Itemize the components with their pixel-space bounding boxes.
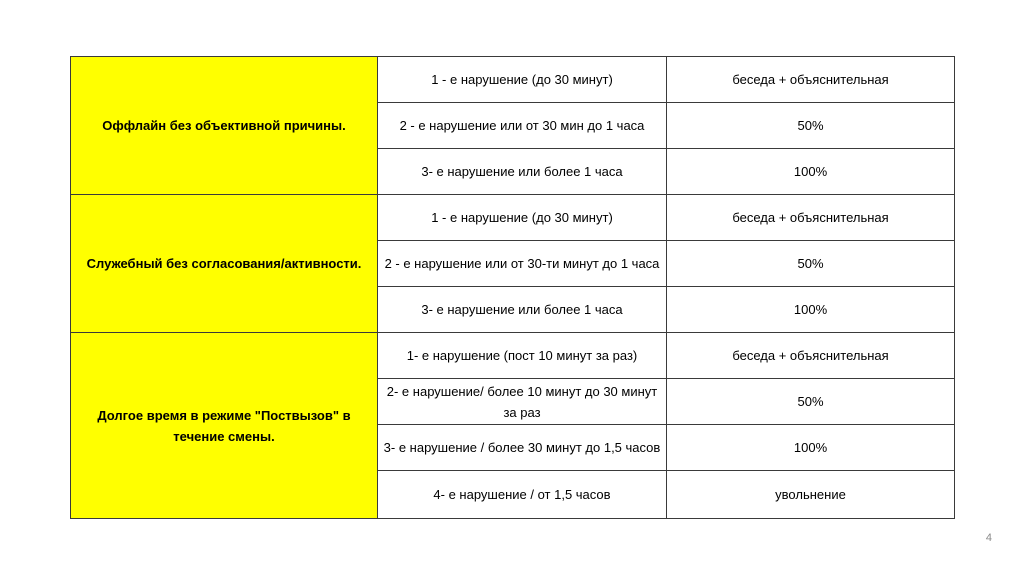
penalty-cell: 50%	[667, 379, 955, 425]
penalty-cell: беседа + объяснительная	[667, 57, 955, 103]
category-offline: Оффлайн без объективной причины.	[71, 57, 378, 195]
violations-table	[70, 56, 955, 519]
penalty-cell: 100%	[667, 287, 955, 333]
penalty-cell: 50%	[667, 241, 955, 287]
violation-cell: 3- е нарушение или более 1 часа	[378, 149, 667, 195]
table-row	[71, 333, 955, 379]
violation-cell: 2- е нарушение/ более 10 минут до 30 минут за раз	[378, 379, 667, 425]
penalty-cell: увольнение	[667, 471, 955, 519]
category-service: Служебный без согласования/активности.	[71, 195, 378, 333]
violation-cell: 4- е нарушение / от 1,5 часов	[378, 471, 667, 519]
penalty-cell: 100%	[667, 149, 955, 195]
violation-cell: 1- е нарушение (пост 10 минут за раз)	[378, 333, 667, 379]
table-row	[71, 57, 955, 103]
penalty-cell: 100%	[667, 425, 955, 471]
penalty-cell: беседа + объяснительная	[667, 195, 955, 241]
violation-cell: 3- е нарушение / более 30 минут до 1,5 часов	[378, 425, 667, 471]
penalty-cell: беседа + объяснительная	[667, 333, 955, 379]
violation-cell: 1 - е нарушение (до 30 минут)	[378, 57, 667, 103]
violation-cell: 2 - е нарушение или от 30 мин до 1 часа	[378, 103, 667, 149]
violation-cell: 1 - е нарушение (до 30 минут)	[378, 195, 667, 241]
page-number: 4	[985, 532, 992, 544]
violation-cell: 3- е нарушение или более 1 часа	[378, 287, 667, 333]
penalty-cell: 50%	[667, 103, 955, 149]
table-row	[71, 195, 955, 241]
violation-cell: 2 - е нарушение или от 30-ти минут до 1 часа	[378, 241, 667, 287]
category-postcall: Долгое время в режиме "Поствызов" в течение смены.	[71, 333, 378, 519]
